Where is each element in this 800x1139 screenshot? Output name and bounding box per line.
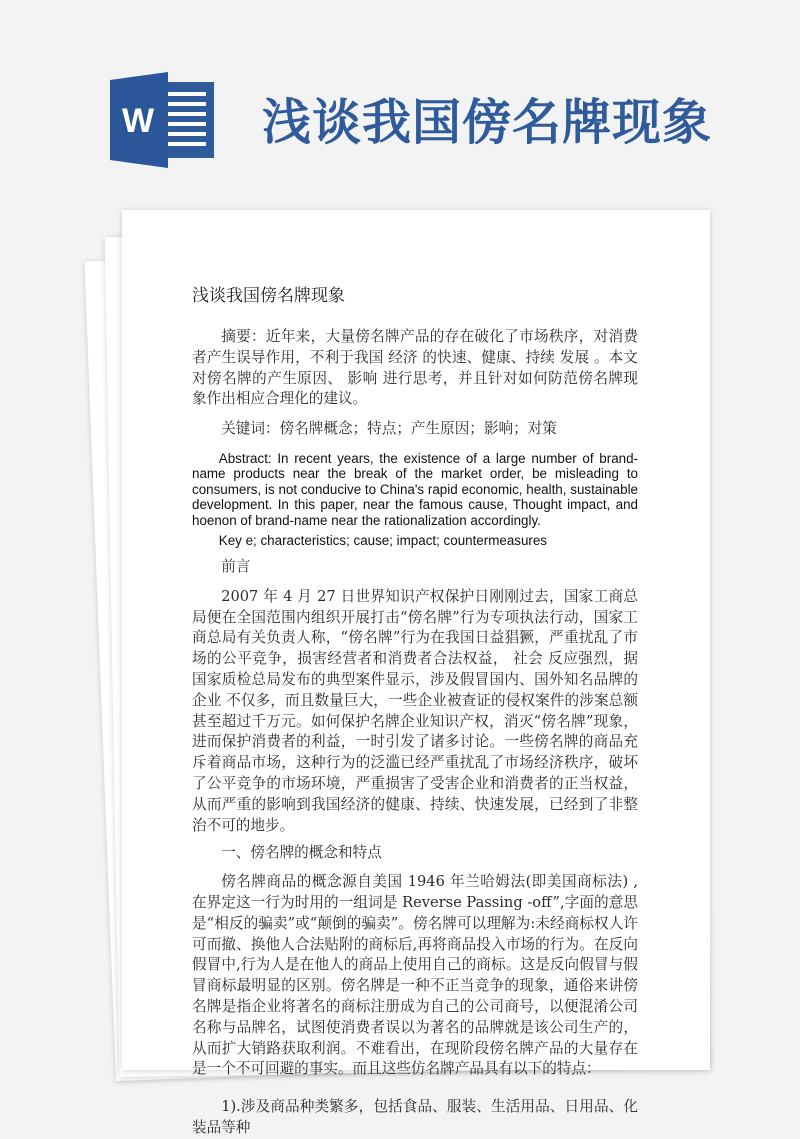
document-body bbox=[192, 285, 638, 1139]
document-title: 浅谈我国傍名牌现象 bbox=[192, 286, 345, 306]
section-paragraph: 傍名牌商品的概念源自美国 1946 年兰哈姆法(即美国商标法) ,在界定这一行为时用的一组词是 Reverse Passing -off”,字面的意思是“相反的骗卖”或“颠倒的骗卖”。傍名牌可以理解为:未经商标权人许可而撤、换他人合法贴附的商标后,再将商品投入市场的行为。在反向假冒中,行为人是在他人的商品上使用自己的商标。这是反向假冒与假冒商标最明显的区别。傍名牌是一种不正当竞争的现象，通俗来讲傍名牌是指企业将著名的商标注册成为自己的公司商号，以便混淆公司名称与品牌名，试图使消费者误以为著名的品牌就是该公司生产的，从而扩大销路获取利润。不难看出，在现阶段傍名牌产品的大量存在是一个不可回避的事实。而且这些仿名牌产品具有以下的特点： bbox=[192, 873, 638, 1078]
list-item: 1).涉及商品种类繁多，包括食品、服装、生活用品、日用品、化装品等种 bbox=[192, 1098, 638, 1136]
keywords-cn: 关键词：傍名牌概念；特点；产生原因；影响；对策 bbox=[221, 420, 557, 438]
abstract-cn: 摘要：近年来，大量傍名牌产品的存在破化了市场秩序，对消费者产生误导作用，不利于我国 经济 的快速、健康、持续 发展 。本文对傍名牌的产生原因、 影响 进行思考，并且针对如何防范傍名牌现象作出相应合理化的建议。 bbox=[192, 328, 638, 408]
word-icon-letter: W bbox=[121, 102, 155, 140]
page-title: 浅谈我国傍名牌现象 bbox=[262, 93, 713, 151]
preface-paragraph: 2007 年 4 月 27 日世界知识产权保护日刚刚过去，国家工商总局便在全国范围内组织开展打击“傍名牌”行为专项执法行动，国家工商总局有关负责人称，“傍名牌”行为在我国日益猖獗，严重扰乱了市场的公平竞争，损害经营者和消费者合法权益， 社会 反应强烈，据国家质检总局发布的典型案件显示，涉及假冒国内、国外知名品牌的 企业 不仅多，而且数量巨大，一些企业被查证的侵权案件的涉案总额甚至超过千万元。如何保护名牌企业知识产权，消灭“傍名牌”现象，进而保护消费者的利益，一时引发了诸多讨论。一些傍名牌的商品充斥着商品市场，这种行为的泛滥已经严重扰乱了市场经济秩序，破坏了公平竞争的市场环境，严重损害了受害企业和消费者的正当权益，从而严重的影响到我国经济的健康、持续、快速发展，已经到了非整治不可的地步。 bbox=[192, 587, 638, 834]
section-heading: 一、傍名牌的概念和特点 bbox=[221, 844, 382, 862]
keywords-en: Key e; characteristics; cause; impact; countermeasures bbox=[218, 533, 548, 549]
preface-heading: 前言 bbox=[221, 557, 251, 575]
word-document-icon bbox=[110, 72, 216, 168]
abstract-en: Abstract: In recent years, the existence of a large number of brand-name products near the break of the market order, be misleading to consumers, is not conducive to China's rapid economic, health, sustainable development. In this paper, near the famous cause, Thought impact, and hoenon of brand-name near the rationalization accordingly. bbox=[192, 450, 638, 528]
